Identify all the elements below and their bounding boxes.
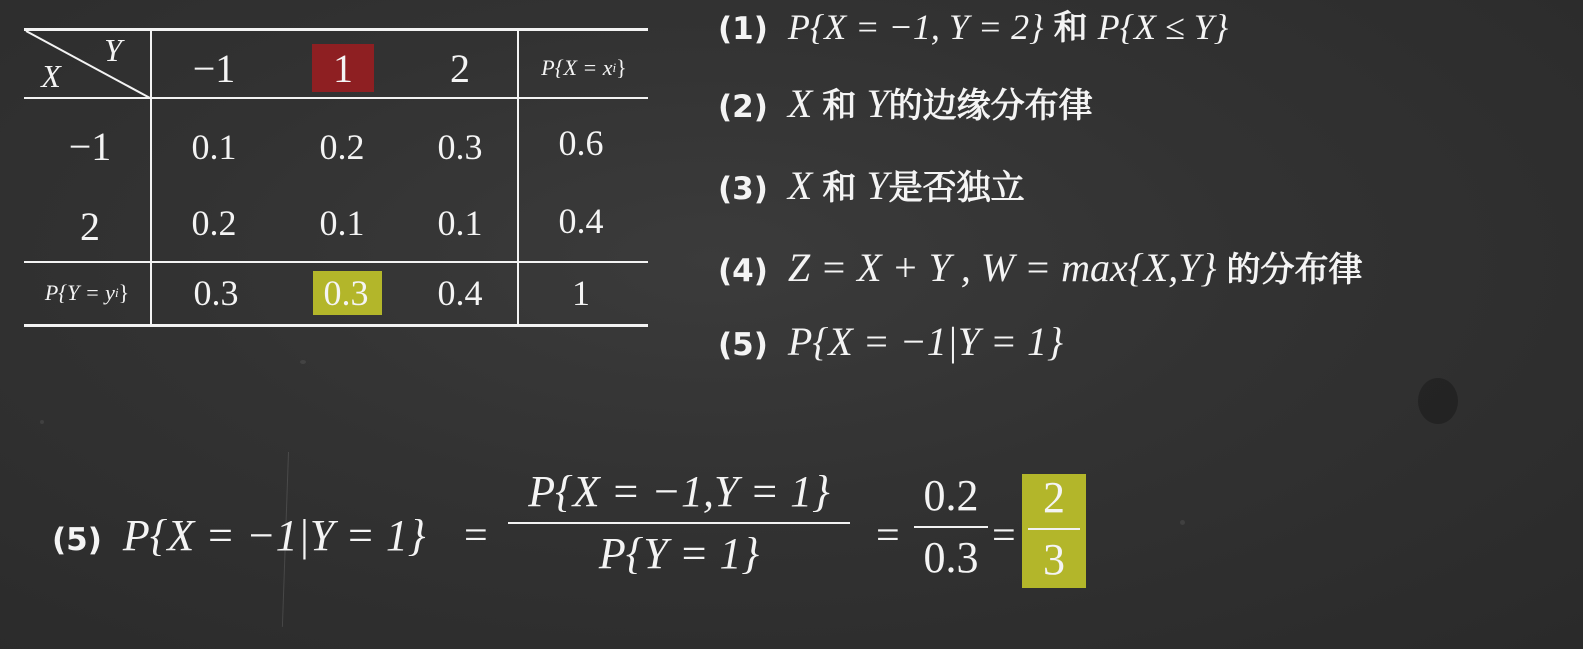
table-cell: 0.1 [437, 203, 483, 243]
equals-sign: = [876, 513, 900, 559]
question-text: 和 [822, 86, 857, 126]
fraction-numerator: 2 [1043, 473, 1065, 522]
solution-5 [52, 466, 1122, 606]
table-bottom-border [24, 324, 648, 327]
joint-distribution-table [24, 28, 648, 328]
fraction-numerator: 0.2 [923, 471, 979, 520]
fraction-definition [508, 467, 850, 578]
question-2 [718, 76, 1093, 132]
col-header: 1 [333, 45, 353, 91]
marginal-x-value: 0.6 [558, 123, 604, 163]
marginal-y-label-close: } [118, 280, 130, 305]
fraction-answer [1028, 473, 1080, 584]
question-3 [718, 158, 1025, 214]
diag-label-x: X [41, 57, 61, 94]
question-math: Y [866, 81, 889, 126]
col-header: −1 [192, 45, 236, 91]
marginal-x-header-sub: i [612, 60, 617, 75]
question-math: P{X = −1|Y = 1} [787, 319, 1063, 364]
board-smudge [1418, 378, 1458, 424]
marginal-x-header-text: P{X = x [541, 55, 613, 80]
question-math: Y [866, 163, 889, 208]
row-label: −1 [68, 123, 112, 169]
fraction-denominator: 0.3 [923, 533, 979, 582]
marginal-y-value: 0.3 [323, 273, 369, 313]
table-cell: 0.1 [191, 127, 237, 167]
marginal-y-label [24, 268, 150, 318]
question-text: 的边缘分布律 [888, 86, 1093, 126]
marginal-x-header-close: } [616, 55, 627, 80]
diag-label-y: Y [104, 31, 122, 68]
question-math: P{X ≤ Y} [1097, 7, 1229, 47]
table-cell: 0.2 [191, 203, 237, 243]
question-1 [718, 0, 1228, 52]
fraction-denominator: 3 [1043, 535, 1065, 584]
question-number: (4) [718, 253, 768, 289]
equals-sign: = [464, 513, 488, 559]
solution-lhs-math: P{X = −1|Y = 1} [122, 511, 426, 560]
marginal-y-label-sub: i [114, 285, 119, 300]
solution-lhs [52, 510, 426, 562]
question-math: P{X = −1, Y = 2} [787, 7, 1044, 47]
fraction-bar [1028, 528, 1080, 530]
fraction-denominator: P{Y = 1} [598, 529, 760, 578]
marginal-total: 1 [572, 273, 590, 313]
question-5 [718, 310, 1063, 374]
table-marginal-col-divider [517, 28, 519, 327]
question-math: Z = X + Y , W = max{X,Y} [787, 245, 1217, 290]
question-text: 是否独立 [888, 168, 1025, 208]
marginal-x-value: 0.4 [558, 201, 604, 241]
row-label: 2 [80, 203, 100, 249]
chalk-dust [300, 360, 306, 364]
solution-number: (5) [52, 522, 102, 558]
fraction-values [914, 471, 988, 582]
marginal-y-value: 0.3 [193, 273, 239, 313]
question-4 [718, 238, 1362, 298]
marginal-y-value: 0.4 [437, 273, 483, 313]
question-text: 和 [1053, 8, 1088, 48]
question-number: (1) [718, 11, 768, 47]
table-cell: 0.2 [319, 127, 365, 167]
equals-sign: = [992, 513, 1016, 559]
table-cell: 0.1 [319, 203, 365, 243]
question-text: 的分布律 [1226, 250, 1363, 290]
chalk-dust [40, 420, 44, 424]
question-number: (2) [718, 89, 768, 125]
fraction-numerator: P{X = −1,Y = 1} [528, 467, 830, 516]
fraction-bar [914, 526, 988, 528]
question-text: 和 [822, 168, 857, 208]
question-math: X [787, 81, 813, 126]
question-number: (3) [718, 171, 768, 207]
fraction-bar [508, 522, 850, 524]
chalk-dust [1180, 520, 1185, 525]
table-marginal-divider [24, 261, 648, 263]
question-math: X [787, 163, 813, 208]
marginal-y-label-text: P{Y = y [44, 280, 115, 305]
question-number: (5) [718, 327, 768, 363]
col-header: 2 [450, 45, 470, 91]
table-cell: 0.3 [437, 127, 483, 167]
marginal-x-header [520, 42, 648, 94]
